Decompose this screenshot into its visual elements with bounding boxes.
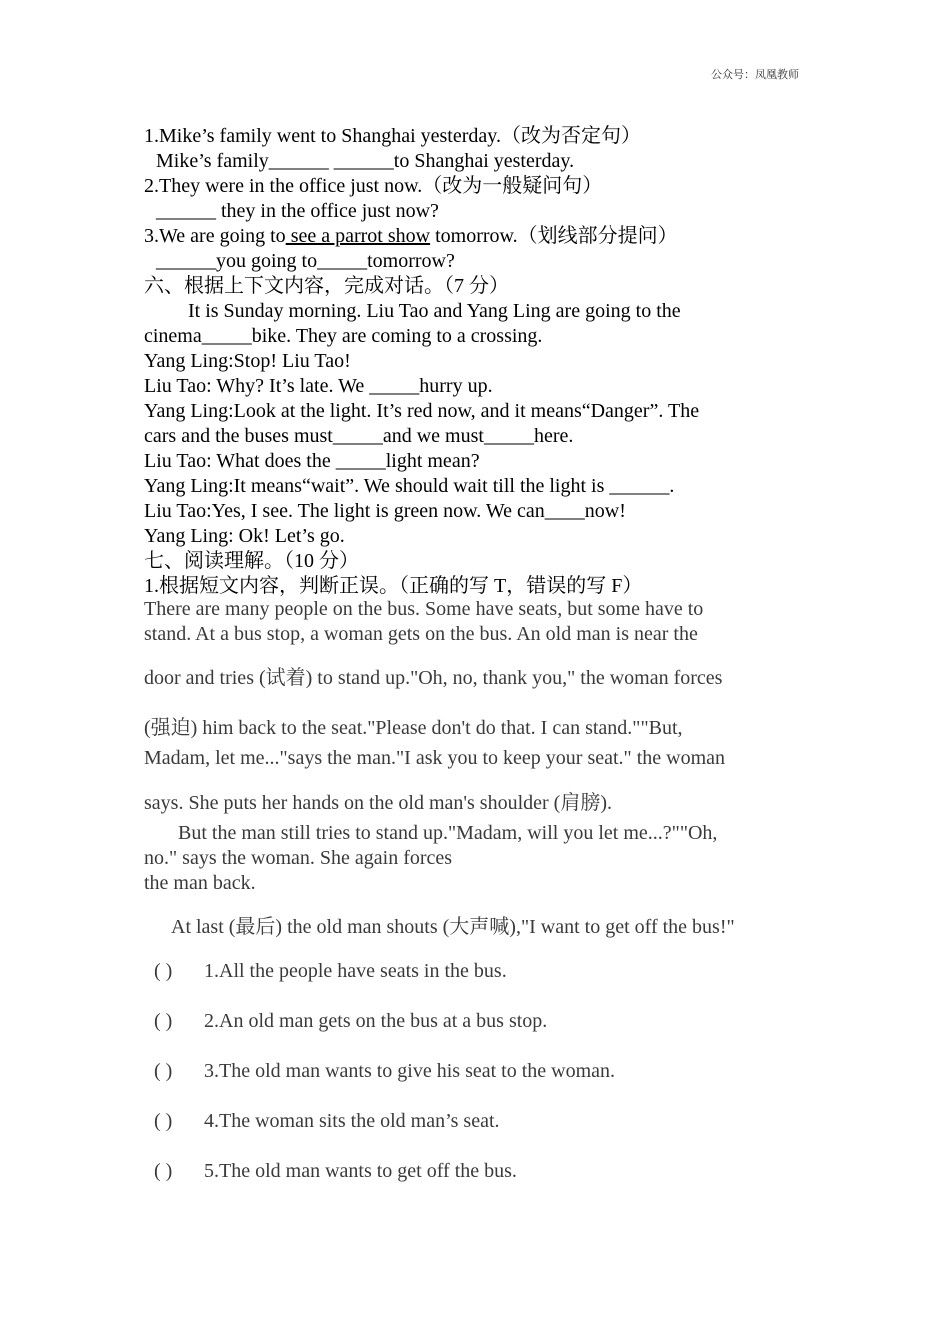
q3-underlined-phrase: see a parrot show xyxy=(285,225,431,247)
answer-blank[interactable]: ( ) xyxy=(154,1160,173,1182)
tf-question xyxy=(154,1060,615,1083)
q3-prompt xyxy=(144,224,824,249)
passage-line: Madam, let me..."says the man."I ask you to keep your seat." the woman xyxy=(144,747,726,769)
tf-question-text: 1.All the people have seats in the bus. xyxy=(204,960,507,982)
dialog-line: Liu Tao: What does the _____light mean? xyxy=(144,450,480,472)
exercise-section-5-6 xyxy=(144,124,824,599)
passage-line: There are many people on the bus. Some have seats, but some have to xyxy=(144,598,704,620)
passage-line: At last (最后) the old man shouts (大声喊),"I want to get off the bus!" xyxy=(171,916,735,938)
answer-blank[interactable]: ( ) xyxy=(154,1010,173,1032)
section6-intro-1: It is Sunday morning. Liu Tao and Yang Ling are going to the xyxy=(188,300,681,322)
section7-title: 七、阅读理解。（10 分） xyxy=(144,550,359,572)
passage-line: the man back. xyxy=(144,872,256,894)
tf-question-text: 5.The old man wants to get off the bus. xyxy=(204,1160,517,1182)
passage-line: stand. At a bus stop, a woman gets on the bus. An old man is near the xyxy=(144,623,698,645)
passage-line: (强迫) him back to the seat."Please don't do that. I can stand.""But, xyxy=(144,717,683,739)
passage-line: door and tries (试着) to stand up."Oh, no, thank you," the woman forces xyxy=(144,667,723,689)
answer-blank[interactable]: ( ) xyxy=(154,1110,173,1132)
section6-title: 六、根据上下文内容，完成对话。（7 分） xyxy=(144,275,509,297)
q2-answer: ______ they in the office just now? xyxy=(156,200,439,222)
header-account: 公众号：凤凰教师 xyxy=(711,68,799,81)
passage-line: no." says the woman. She again forces xyxy=(144,847,453,869)
passage-line: says. She puts her hands on the old man's shoulder (肩膀). xyxy=(144,792,612,814)
tf-question-text: 2.An old man gets on the bus at a bus stop. xyxy=(204,1010,548,1032)
dialog-line: cars and the buses must_____and we must_____here. xyxy=(144,425,574,447)
q1-prompt: 1.Mike’s family went to Shanghai yesterday.（改为否定句） xyxy=(144,125,641,147)
q3-prefix: 3.We are going to xyxy=(144,225,286,247)
tf-question xyxy=(154,1160,517,1183)
answer-blank[interactable]: ( ) xyxy=(154,1060,173,1082)
passage-line: But the man still tries to stand up."Madam, will you let me...?""Oh, xyxy=(178,822,718,844)
section6-intro-2: cinema_____bike. They are coming to a crossing. xyxy=(144,325,543,347)
tf-question-text: 4.The woman sits the old man’s seat. xyxy=(204,1110,500,1132)
dialog-line: Yang Ling:Stop! Liu Tao! xyxy=(144,350,351,372)
q3-answer: ______you going to_____tomorrow? xyxy=(156,250,455,272)
q1-answer: Mike’s family______ ______to Shanghai yesterday. xyxy=(156,150,575,172)
q3-suffix: tomorrow.（划线部分提问） xyxy=(430,225,678,247)
dialog-line: Liu Tao:Yes, I see. The light is green now. We can____now! xyxy=(144,500,626,522)
dialog-line: Yang Ling:It means“wait”. We should wait till the light is ______. xyxy=(144,475,675,497)
dialog-line: Liu Tao: Why? It’s late. We _____hurry up. xyxy=(144,375,493,397)
tf-question xyxy=(154,960,507,983)
tf-question xyxy=(154,1010,547,1033)
tf-question xyxy=(154,1110,500,1133)
tf-question-text: 3.The old man wants to give his seat to the woman. xyxy=(204,1060,616,1082)
dialog-line: Yang Ling:Look at the light. It’s red now, and it means“Danger”. The xyxy=(144,400,700,422)
answer-blank[interactable]: ( ) xyxy=(154,960,173,982)
q2-prompt: 2.They were in the office just now.（改为一般疑问句） xyxy=(144,175,603,197)
section7-instruction: 1.根据短文内容，判断正误。（正确的写 T，错误的写 F） xyxy=(144,575,643,597)
dialog-line: Yang Ling: Ok! Let’s go. xyxy=(144,525,345,547)
